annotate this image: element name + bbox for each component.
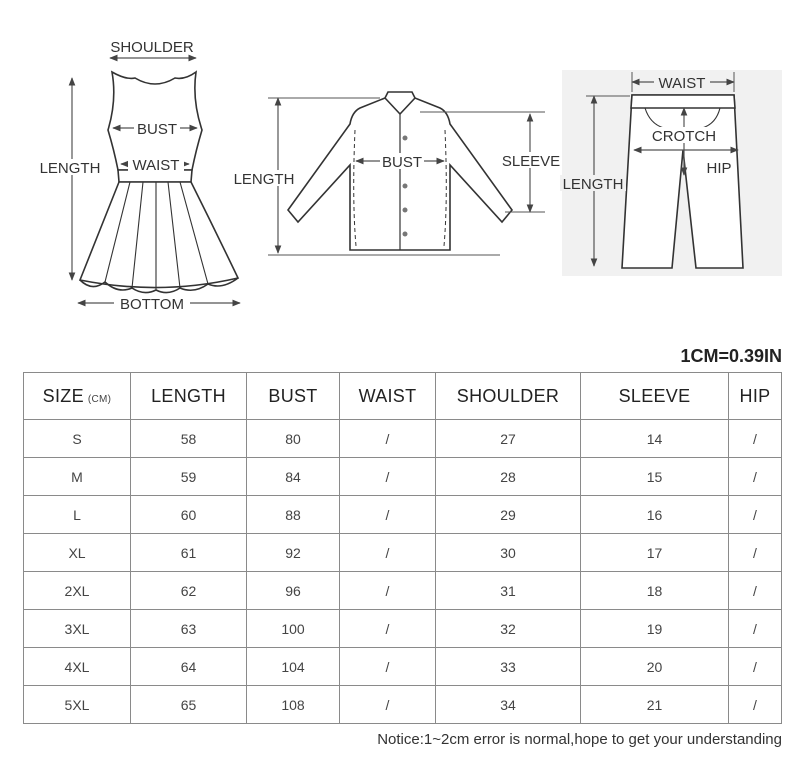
cell-sleeve: 14 xyxy=(581,420,729,458)
size-table xyxy=(23,372,782,724)
cell-waist: / xyxy=(340,496,436,534)
cell-bust: 88 xyxy=(247,496,340,534)
diagrams-svg xyxy=(0,0,800,330)
header-size-unit: (CM) xyxy=(87,393,112,405)
cell-waist: / xyxy=(340,420,436,458)
cell-bust: 92 xyxy=(247,534,340,572)
cell-shoulder: 32 xyxy=(436,610,581,648)
table-row xyxy=(24,610,782,648)
cell-size: S xyxy=(24,420,131,458)
cell-length: 64 xyxy=(131,648,247,686)
pants-hip-label: HIP xyxy=(706,160,732,177)
cell-shoulder: 34 xyxy=(436,686,581,724)
cell-shoulder: 31 xyxy=(436,572,581,610)
header-waist: WAIST xyxy=(340,373,436,420)
cell-hip: / xyxy=(729,686,782,724)
header-hip: HIP xyxy=(729,373,782,420)
cell-bust: 100 xyxy=(247,610,340,648)
cell-waist: / xyxy=(340,610,436,648)
cell-hip: / xyxy=(729,496,782,534)
dress-shoulder-label: SHOULDER xyxy=(110,39,194,56)
pants-waist-label: WAIST xyxy=(658,75,706,92)
pants-length-label: LENGTH xyxy=(562,176,624,193)
cell-shoulder: 28 xyxy=(436,458,581,496)
cell-bust: 80 xyxy=(247,420,340,458)
cell-shoulder: 29 xyxy=(436,496,581,534)
cell-hip: / xyxy=(729,648,782,686)
header-shoulder: SHOULDER xyxy=(436,373,581,420)
unit-conversion: 1CM=0.39IN xyxy=(680,346,782,366)
cell-length: 65 xyxy=(131,686,247,724)
cell-size: XL xyxy=(24,534,131,572)
header-bust: BUST xyxy=(247,373,340,420)
cell-size: 4XL xyxy=(24,648,131,686)
table-row xyxy=(24,420,782,458)
cell-size: 5XL xyxy=(24,686,131,724)
cell-sleeve: 21 xyxy=(581,686,729,724)
dress-length-label: LENGTH xyxy=(39,160,101,177)
garment-diagrams xyxy=(0,0,800,330)
cell-sleeve: 19 xyxy=(581,610,729,648)
pants-crotch-label: CROTCH xyxy=(651,128,717,145)
shirt-bust-label: BUST xyxy=(381,154,423,171)
shirt-sleeve-label: SLEEVE xyxy=(501,153,561,170)
table-row xyxy=(24,648,782,686)
notice-text: Notice:1~2cm error is normal,hope to get your understanding xyxy=(377,731,782,748)
header-sleeve: SLEEVE xyxy=(581,373,729,420)
cell-length: 61 xyxy=(131,534,247,572)
table-header-row xyxy=(24,373,782,420)
cell-waist: / xyxy=(340,572,436,610)
dress-bottom-label: BOTTOM xyxy=(120,296,184,313)
table-row xyxy=(24,572,782,610)
cell-size: M xyxy=(24,458,131,496)
cell-hip: / xyxy=(729,458,782,496)
dress-diagram xyxy=(80,72,238,293)
cell-waist: / xyxy=(340,686,436,724)
cell-hip: / xyxy=(729,572,782,610)
cell-length: 59 xyxy=(131,458,247,496)
cell-size: L xyxy=(24,496,131,534)
cell-shoulder: 33 xyxy=(436,648,581,686)
cell-size: 2XL xyxy=(24,572,131,610)
table-row xyxy=(24,496,782,534)
header-length: LENGTH xyxy=(131,373,247,420)
cell-bust: 104 xyxy=(247,648,340,686)
cell-bust: 96 xyxy=(247,572,340,610)
cell-bust: 84 xyxy=(247,458,340,496)
cell-sleeve: 20 xyxy=(581,648,729,686)
dress-bust-label: BUST xyxy=(136,121,178,138)
cell-waist: / xyxy=(340,648,436,686)
table-row xyxy=(24,686,782,724)
cell-sleeve: 15 xyxy=(581,458,729,496)
cell-sleeve: 17 xyxy=(581,534,729,572)
cell-length: 62 xyxy=(131,572,247,610)
cell-length: 58 xyxy=(131,420,247,458)
table-row xyxy=(24,458,782,496)
header-size: SIZE (CM) xyxy=(24,373,131,420)
dress-waist-label: WAIST xyxy=(132,157,180,174)
cell-shoulder: 27 xyxy=(436,420,581,458)
cell-waist: / xyxy=(340,534,436,572)
cell-hip: / xyxy=(729,610,782,648)
cell-hip: / xyxy=(729,420,782,458)
cell-shoulder: 30 xyxy=(436,534,581,572)
cell-sleeve: 16 xyxy=(581,496,729,534)
cell-sleeve: 18 xyxy=(581,572,729,610)
shirt-length-label: LENGTH xyxy=(233,171,295,188)
cell-bust: 108 xyxy=(247,686,340,724)
cell-waist: / xyxy=(340,458,436,496)
cell-length: 60 xyxy=(131,496,247,534)
cell-size: 3XL xyxy=(24,610,131,648)
shirt-diagram xyxy=(288,92,512,250)
table-row xyxy=(24,534,782,572)
cell-length: 63 xyxy=(131,610,247,648)
cell-hip: / xyxy=(729,534,782,572)
